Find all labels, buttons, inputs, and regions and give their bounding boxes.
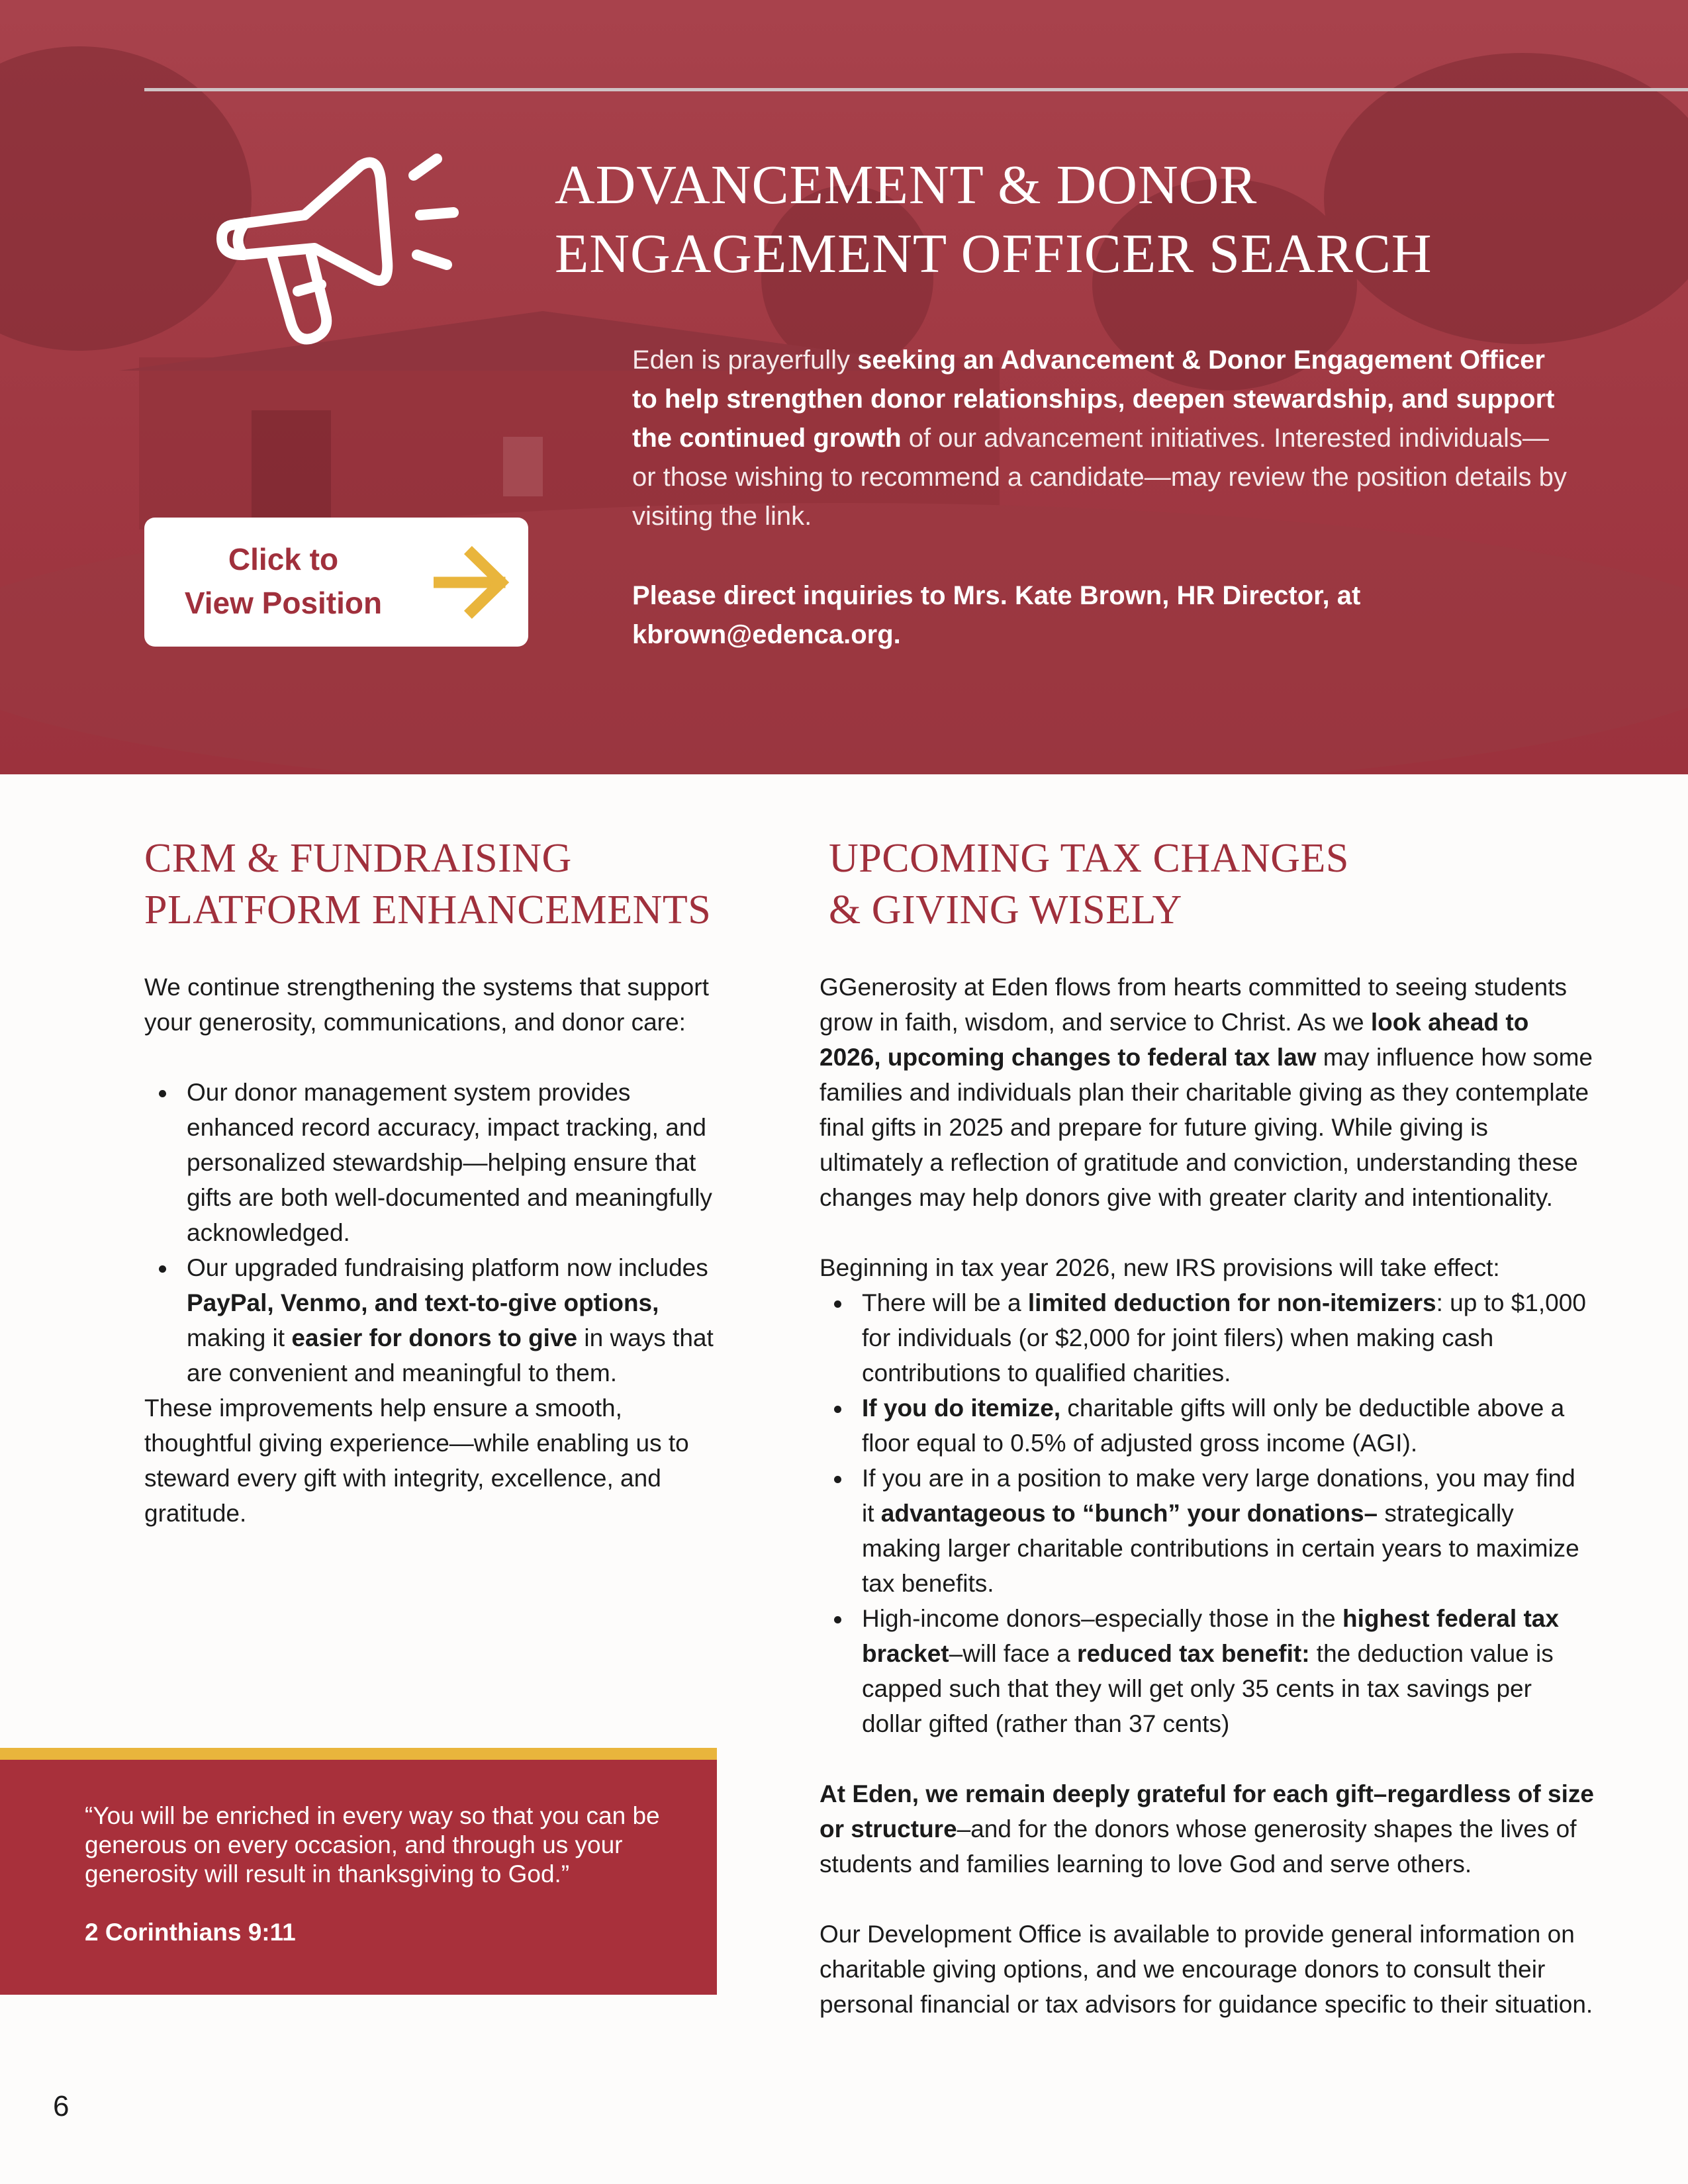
tax-b2-b: charitable gifts will only be deductible above a floor equal to 0.5% of adjusted gross income (AGI).: [862, 1394, 1565, 1457]
cta-line2: View Position: [184, 586, 383, 620]
hero-description: [632, 341, 1572, 536]
arrow-right-icon[interactable]: [434, 546, 513, 619]
tax-paragraph-3: [820, 1776, 1594, 1882]
hero-body-suffix: of our advancement initiatives. Interested individuals—or those wishing to recommend a candidate—may review the position details by visiting the link.: [632, 424, 1567, 531]
crm-bullet1-text: Our donor management system provides enhanced record accuracy, impact tracking, and personalized stewardship—helping ensure that gifts are both well-documented and meaningfully acknowledged.: [187, 1079, 712, 1246]
tax-heading-line1: UPCOMING TAX CHANGES: [829, 836, 1349, 881]
tax-b4-e: the deduction value is capped such that they will get only 35 cents in tax savings per dollar gifted (rather than 37 cents): [862, 1640, 1554, 1737]
tax-p1-a: GGenerosity at Eden flows from hearts committed to seeing students grow in faith, wisdom, and service to Christ. As we: [820, 974, 1568, 1036]
tax-paragraph-2: Beginning in tax year 2026, new IRS provisions will take effect:: [820, 1254, 1500, 1281]
hero-body-bold: seeking an Advancement & Donor Engagement Officer to help strengthen donor relationships, deepen stewardship, and support the continued growth: [632, 345, 1555, 453]
hero-title-line1: ADVANCEMENT & DONOR: [555, 154, 1258, 216]
scripture-reference: 2 Corinthians 9:11: [85, 1919, 296, 1946]
list-item: [187, 1250, 727, 1390]
crm-section: [144, 970, 727, 1531]
tax-p1-b: look ahead to 2026, upcoming changes to federal tax law: [820, 1009, 1529, 1071]
tax-b1-b: limited deduction for non-itemizers: [1027, 1289, 1436, 1316]
tax-b4-b: highest federal tax bracket: [862, 1605, 1559, 1667]
hero-body-prefix: Eden is prayerfully: [632, 345, 858, 375]
crm-b2-a: Our upgraded fundraising platform now includes: [187, 1254, 708, 1281]
tax-b2-a: If you do itemize,: [862, 1394, 1061, 1422]
page-number: 6: [53, 2090, 70, 2122]
tax-b3-b: advantageous to “bunch” your donations–: [880, 1500, 1378, 1527]
quote-accent-bar: [0, 1748, 717, 1760]
crm-b2-d: easier for donors to give: [291, 1324, 578, 1351]
tax-b1-c: : up to $1,000 for individuals (or $2,000 for joint filers) when making cash contributions to qualified charities.: [862, 1289, 1586, 1387]
crm-heading: [144, 833, 806, 936]
list-item: [187, 1075, 727, 1250]
hero-banner: [0, 0, 1688, 774]
crm-b2-b: PayPal, Venmo, and text-to-give options,: [187, 1289, 659, 1316]
hero-inquiries: Please direct inquiries to Mrs. Kate Brown, HR Director, at kbrown@edenca.org.: [632, 581, 1361, 649]
crm-heading-line1: CRM & FUNDRAISING: [144, 836, 572, 881]
tax-heading-line2: & GIVING WISELY: [829, 887, 1182, 933]
crm-b2-e: in ways that are convenient and meaningful to them.: [187, 1324, 714, 1387]
list-item: [862, 1461, 1594, 1601]
tax-heading: [829, 833, 1623, 936]
view-position-label: [164, 537, 402, 625]
tax-b4-d: reduced tax benefit:: [1076, 1640, 1310, 1667]
crm-intro: We continue strengthening the systems that support your generosity, communications, and donor care:: [144, 974, 709, 1036]
tax-p3-b: –and for the donors whose generosity shapes the lives of students and families learning to love God and serve others.: [820, 1815, 1577, 1878]
tax-b1-a: There will be a: [862, 1289, 1028, 1316]
tax-paragraph-4: Our Development Office is available to provide general information on charitable giving options, and we encourage donors to consult their personal financial or tax advisors for guidance specific to their situation.: [820, 1921, 1593, 2018]
list-item: [862, 1601, 1594, 1741]
tax-b4-c: –will face a: [949, 1640, 1077, 1667]
tax-b3-a: If you are in a position to make very large donations, you may find it: [862, 1465, 1575, 1527]
tax-p1-c: may influence how some families and individuals plan their charitable giving as they contemplate final gifts in 2025 and prepare for future giving. While giving is ultimately a reflection of gratitude and conviction, understanding these changes may help donors give with greater clarity and intentionality.: [820, 1044, 1593, 1211]
cta-line1: Click to: [228, 542, 339, 576]
top-divider-line: [144, 88, 1688, 91]
list-item: [862, 1390, 1594, 1461]
hero-title-line2: ENGAGEMENT OFFICER SEARCH: [555, 223, 1432, 285]
megaphone-icon: [205, 149, 483, 361]
crm-closing: These improvements help ensure a smooth, thoughtful giving experience—while enabling us to steward every gift with integrity, excellence, and gratitude.: [144, 1394, 689, 1527]
tax-b3-c: strategically making larger charitable contributions in certain years to maximize tax benefits.: [862, 1500, 1579, 1597]
tax-b4-a: High-income donors–especially those in the: [862, 1605, 1343, 1632]
tax-bullet-list: [820, 1285, 1594, 1741]
tax-section: [820, 970, 1594, 2022]
tax-p3-a: At Eden, we remain deeply grateful for each gift–regardless of size or structure: [820, 1780, 1594, 1843]
list-item: [862, 1285, 1594, 1390]
crm-bullet-list: [144, 1075, 727, 1390]
crm-b2-c: making it: [187, 1324, 292, 1351]
tax-paragraph-1: [820, 970, 1594, 1215]
scripture-quote: “You will be enriched in every way so that you can be generous on every occasion, and through us your generosity will result in thanksgiving to God.”: [85, 1802, 660, 1888]
hero-title: [555, 151, 1614, 289]
crm-heading-line2: PLATFORM ENHANCEMENTS: [144, 887, 712, 933]
